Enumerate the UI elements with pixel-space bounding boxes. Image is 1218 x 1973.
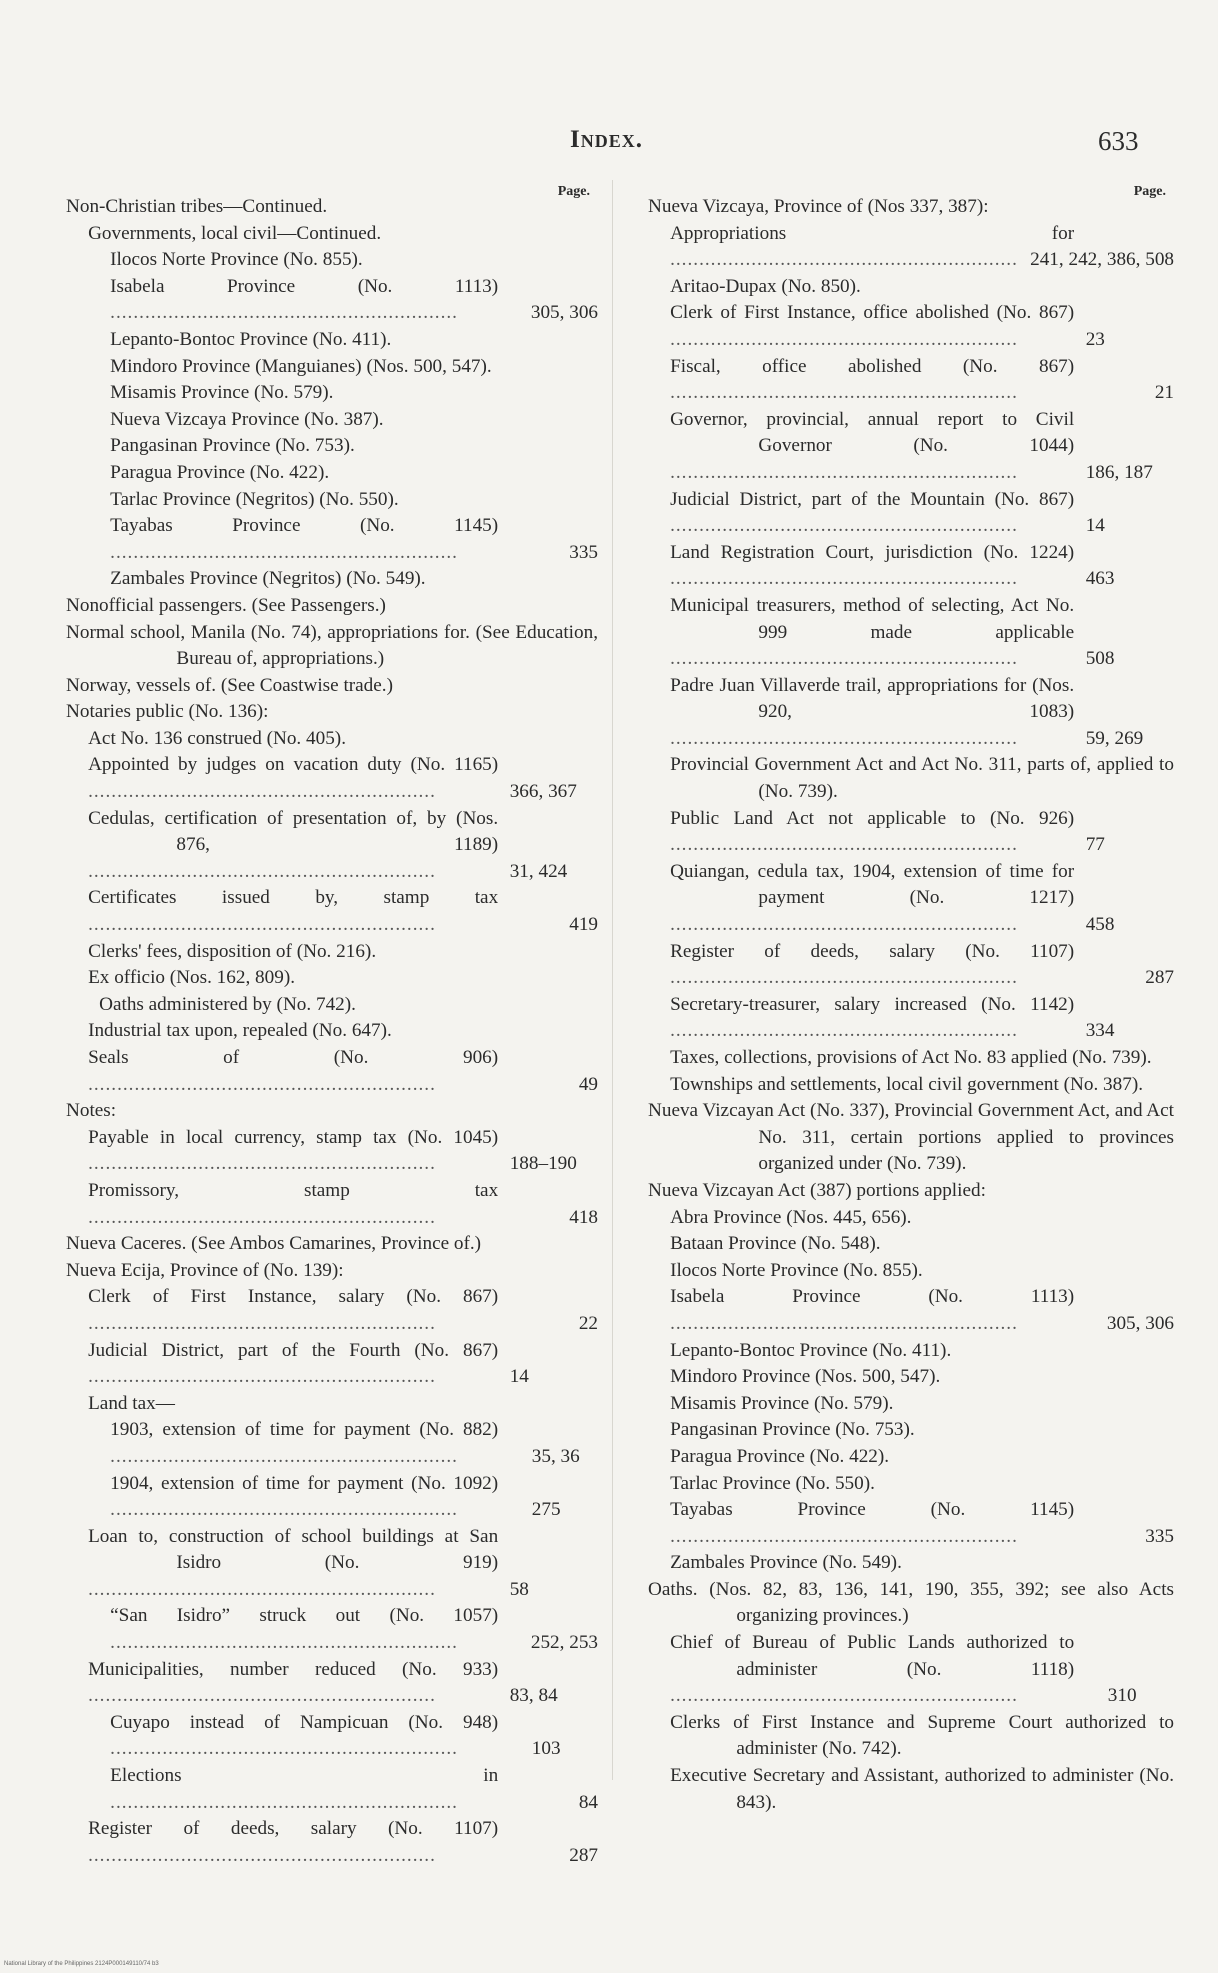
index-entry xyxy=(66,327,598,354)
page-column-label: Page. xyxy=(557,184,590,199)
index-entry-pages: 58 xyxy=(593,1577,598,1604)
index-entry-text: Non-Christian tribes—Continued. xyxy=(66,196,328,217)
dot-leader: ............................................................ xyxy=(670,1020,1018,1042)
index-entry xyxy=(66,1338,598,1391)
index-entry-text: Abra Province (Nos. 445, 656). xyxy=(670,1206,912,1228)
index-entry-pages: 22 xyxy=(574,1311,598,1338)
index-entry xyxy=(648,939,1174,992)
index-entry-text: Nueva Caceres. (See Ambos Camarines, Province of.) xyxy=(66,1233,482,1255)
index-entry-text: Notaries public (No. 136): xyxy=(66,701,269,723)
index-entry-pages: 188–190 xyxy=(593,1151,598,1178)
index-entry-text: Clerks of First Instance and Supreme Court authorized to administer (No. 742). xyxy=(670,1711,1174,1760)
index-entry xyxy=(66,1391,598,1418)
page-header xyxy=(0,118,1218,158)
index-entry-text: Appointed by judges on vacation duty (No. 1165) xyxy=(88,754,499,776)
dot-leader: ............................................................ xyxy=(670,461,1018,483)
index-entry xyxy=(648,593,1174,673)
index-entry xyxy=(66,1284,598,1337)
index-entry-text: Notes: xyxy=(66,1100,117,1122)
index-entry-text: Industrial tax upon, repealed (No. 647). xyxy=(88,1020,392,1042)
index-entry-text: Public Land Act not applicable to (No. 926) xyxy=(670,807,1075,829)
index-entry-text: Paragua Province (No. 422). xyxy=(670,1445,890,1467)
index-entry-text: Seals of (No. 906) xyxy=(88,1047,499,1068)
dot-leader: ............................................................ xyxy=(670,1312,1018,1334)
index-entry xyxy=(66,513,598,566)
index-entry xyxy=(66,1417,598,1470)
index-entry xyxy=(66,460,598,487)
index-entry-text: Zambales Province (Negritos) (No. 549). xyxy=(110,568,426,590)
index-entry xyxy=(66,885,598,938)
index-entry-pages: 186, 187 xyxy=(1169,460,1174,487)
index-entry xyxy=(648,1550,1174,1577)
dot-leader: ............................................................ xyxy=(88,1073,436,1095)
index-entry-text: 1904, extension of time for payment (No. 1092) xyxy=(110,1472,499,1494)
index-entry xyxy=(66,593,598,620)
index-entry-text: Ilocos Norte Province (No. 855). xyxy=(670,1259,923,1281)
index-entry xyxy=(66,1098,598,1125)
index-entry-pages: 310 xyxy=(1169,1683,1174,1710)
index-entry xyxy=(66,673,598,700)
index-entry-text: Municipalities, number reduced (No. 933) xyxy=(88,1658,499,1680)
index-entries-left xyxy=(66,194,598,1869)
index-entry xyxy=(648,1205,1174,1232)
index-entry xyxy=(66,1603,598,1656)
index-entry xyxy=(66,992,598,1019)
dot-leader: ............................................................ xyxy=(110,1632,458,1654)
index-entry-text: Chief of Bureau of Public Lands authorized to administer (No. 1118) xyxy=(670,1632,1075,1680)
index-entry xyxy=(648,673,1174,753)
index-entry-pages: 463 xyxy=(1169,566,1174,593)
index-entry xyxy=(648,1338,1174,1365)
index-entry-text: Nonofficial passengers. (See Passengers.) xyxy=(66,594,386,616)
index-entry xyxy=(66,1178,598,1231)
index-entry-text: Lepanto-Bontoc Province (No. 411). xyxy=(110,328,392,350)
dot-leader: ............................................................ xyxy=(670,1525,1018,1547)
dot-leader: ............................................................ xyxy=(88,1366,436,1388)
index-entry-text: Certificates issued by, stamp tax xyxy=(88,887,499,909)
index-entry-pages: 287 xyxy=(564,1843,598,1870)
index-entry-pages: 508 xyxy=(1169,646,1174,673)
index-entry-pages: 419 xyxy=(564,912,598,939)
index-entry-text: Land Registration Court, jurisdiction (No. 1224) xyxy=(670,541,1075,563)
index-entry xyxy=(66,620,598,673)
index-entry xyxy=(648,1710,1174,1763)
index-entry-text: Zambales Province (No. 549). xyxy=(670,1552,902,1574)
index-entry-pages: 458 xyxy=(1169,912,1174,939)
index-entry-pages: 252, 253 xyxy=(570,1630,598,1657)
dot-leader: ............................................................ xyxy=(670,515,1018,537)
index-entry-text: Loan to, construction of school buildings at San Isidro (No. 919) xyxy=(88,1525,499,1574)
index-entry-text: Judicial District, part of the Mountain (No. 867) xyxy=(670,488,1075,510)
index-entry xyxy=(66,1524,598,1604)
dot-leader: ............................................................ xyxy=(670,382,1018,404)
index-entry xyxy=(66,965,598,992)
dot-leader: ............................................................ xyxy=(88,1153,436,1175)
index-column-right xyxy=(648,182,1174,1816)
index-entry xyxy=(66,354,598,381)
index-entry xyxy=(648,1072,1174,1099)
index-entry xyxy=(648,1444,1174,1471)
index-entry-pages: 275 xyxy=(593,1497,598,1524)
index-entry-text: Tayabas Province (No. 1145) xyxy=(110,515,499,537)
page-number: 633 xyxy=(1098,126,1139,156)
index-entry-pages: 334 xyxy=(1169,1018,1174,1045)
index-entry-pages: 103 xyxy=(593,1736,598,1763)
index-entry-text: Land tax— xyxy=(88,1392,175,1414)
dot-leader: ............................................................ xyxy=(670,328,1018,350)
index-entry-pages: 335 xyxy=(1140,1524,1174,1551)
running-title: Index. xyxy=(570,126,643,153)
index-entry xyxy=(648,752,1174,805)
index-entry-text: Aritao-Dupax (No. 850). xyxy=(670,275,861,297)
index-entry-text: Pangasinan Province (No. 753). xyxy=(110,435,355,457)
index-entry-pages: 77 xyxy=(1169,832,1174,859)
index-entry xyxy=(648,221,1174,274)
index-entry xyxy=(648,1577,1174,1630)
index-entry xyxy=(66,1471,598,1524)
index-entry-pages: 14 xyxy=(1169,513,1174,540)
index-entry-pages: 418 xyxy=(564,1205,598,1232)
index-entry-pages: 35, 36 xyxy=(593,1444,598,1471)
index-entry-text: Townships and settlements, local civil government (No. 387). xyxy=(670,1073,1144,1095)
index-entry xyxy=(648,487,1174,540)
index-entry-text: Lepanto-Bontoc Province (No. 411). xyxy=(670,1339,952,1361)
dot-leader: ............................................................ xyxy=(110,1791,458,1813)
index-entry-text: Tayabas Province (No. 1145) xyxy=(670,1499,1075,1521)
index-entry-text: Register of deeds, salary (No. 1107) xyxy=(670,940,1075,962)
index-entry-text: Secretary-treasurer, salary increased (No. 1142) xyxy=(670,993,1075,1015)
index-entry-text: Register of deeds, salary (No. 1107) xyxy=(88,1818,499,1840)
index-entry xyxy=(648,1391,1174,1418)
dot-leader: ............................................................ xyxy=(670,1685,1018,1707)
index-entry-text: Oaths. (Nos. 82, 83, 136, 141, 190, 355, 392; see also Acts organizing provinces.) xyxy=(648,1578,1174,1627)
index-entry-text: Mindoro Province (Manguianes) (Nos. 500, 547). xyxy=(110,355,492,377)
index-entry-text: 1903, extension of time for payment (No. 882) xyxy=(110,1419,499,1441)
dot-leader: ............................................................ xyxy=(88,1312,436,1334)
index-entry xyxy=(66,566,598,593)
index-entry-text: Clerk of First Instance, office abolished (No. 867) xyxy=(670,302,1075,324)
index-entry-text: Isabela Province (No. 1113) xyxy=(110,275,499,297)
index-entry-pages: 49 xyxy=(574,1072,598,1099)
index-entry-text: Executive Secretary and Assistant, authorized to administer (No. 843). xyxy=(670,1765,1174,1813)
page-column-label: Page. xyxy=(1133,184,1166,199)
dot-leader: ............................................................ xyxy=(88,914,436,936)
index-entry xyxy=(648,1178,1174,1205)
dot-leader: ............................................................ xyxy=(110,541,458,563)
index-entry xyxy=(66,1258,598,1285)
index-entry xyxy=(648,194,1174,221)
index-entry-text: Provincial Government Act and Act No. 311, parts of, applied to (No. 739). xyxy=(670,754,1174,803)
index-entry-text: Fiscal, office abolished (No. 867) xyxy=(670,355,1075,377)
index-entry-text: Cuyapo instead of Nampicuan (No. 948) xyxy=(110,1711,499,1733)
index-entry-pages: 14 xyxy=(593,1364,598,1391)
index-entry-pages: 23 xyxy=(1169,327,1174,354)
index-entry-text: Nueva Vizcaya, Province of (Nos 337, 387): xyxy=(648,196,989,217)
index-entry xyxy=(66,274,598,327)
dot-leader: ............................................................ xyxy=(670,568,1018,590)
index-entry xyxy=(648,1045,1174,1072)
index-entry-text: Misamis Province (No. 579). xyxy=(110,382,334,404)
index-entry-text: Promissory, stamp tax xyxy=(88,1179,499,1201)
index-entry-pages: 59, 269 xyxy=(1169,726,1174,753)
index-entry-text: Nueva Vizcaya Province (No. 387). xyxy=(110,408,384,430)
index-entry-pages: 305, 306 xyxy=(526,300,598,327)
index-entry xyxy=(66,247,598,274)
index-entry xyxy=(66,1710,598,1763)
dot-leader: ............................................................ xyxy=(88,1685,436,1707)
index-entry-text: Nueva Ecija, Province of (No. 139): xyxy=(66,1259,344,1281)
dot-leader: ............................................................ xyxy=(670,914,1018,936)
index-entry xyxy=(648,540,1174,593)
index-entry xyxy=(648,1763,1174,1816)
index-entry xyxy=(66,433,598,460)
index-entry xyxy=(66,487,598,514)
index-entry-text: Isabela Province (No. 1113) xyxy=(670,1286,1075,1308)
index-entry xyxy=(66,194,598,221)
index-entry xyxy=(648,1497,1174,1550)
index-entry-text: Clerks' fees, disposition of (No. 216). xyxy=(88,940,377,962)
index-entry-text: Payable in local currency, stamp tax (No. 1045) xyxy=(88,1126,499,1148)
index-entry xyxy=(648,1471,1174,1498)
index-entry xyxy=(66,699,598,726)
index-entry-text: Governor, provincial, annual report to Civil Governor (No. 1044) xyxy=(670,408,1075,457)
index-entry-text: Judicial District, part of the Fourth (No. 867) xyxy=(88,1339,499,1361)
dot-leader: ............................................................ xyxy=(88,1844,436,1866)
index-entry-pages: 335 xyxy=(564,540,598,567)
scan-credit: National Library of the Philippines 2124P000149110/74 b3 xyxy=(4,1961,159,1967)
index-entry xyxy=(648,1231,1174,1258)
index-entry-pages: 83, 84 xyxy=(593,1683,598,1710)
index-entry xyxy=(66,1763,598,1816)
dot-leader: ............................................................ xyxy=(670,834,1018,856)
index-entry-text: Municipal treasurers, method of selecting, Act No. 999 made applicable xyxy=(670,594,1075,643)
index-entry xyxy=(66,806,598,886)
index-entry-pages: 366, 367 xyxy=(593,779,598,806)
index-entry xyxy=(648,992,1174,1045)
index-entry-text: Cedulas, certification of presentation of, by (Nos. 876, 1189) xyxy=(88,807,499,856)
index-entries-right xyxy=(648,194,1174,1816)
index-entry xyxy=(648,1284,1174,1337)
index-entry-pages: 84 xyxy=(574,1790,598,1817)
index-entry-text: Act No. 136 construed (No. 405). xyxy=(88,727,346,749)
dot-leader: ............................................................ xyxy=(110,1445,458,1467)
index-entry xyxy=(648,806,1174,859)
index-entry-pages: 305, 306 xyxy=(1102,1311,1174,1338)
index-entry xyxy=(66,1657,598,1710)
index-entry xyxy=(66,407,598,434)
dot-leader: ............................................................ xyxy=(110,1738,458,1760)
index-entry xyxy=(648,1630,1174,1710)
index-entry xyxy=(66,221,598,248)
index-entry xyxy=(648,1364,1174,1391)
dot-leader: ............................................................ xyxy=(88,1578,436,1600)
index-entry xyxy=(648,1258,1174,1285)
index-entry-text: Pangasinan Province (No. 753). xyxy=(670,1419,915,1441)
index-entry-pages: 21 xyxy=(1150,380,1174,407)
index-entry xyxy=(648,274,1174,301)
index-entry-text: Governments, local civil—Continued. xyxy=(88,222,382,244)
index-entry xyxy=(66,1231,598,1258)
index-entry-pages: 31, 424 xyxy=(593,859,598,886)
index-entry xyxy=(66,752,598,805)
dot-leader: ............................................................ xyxy=(670,249,1018,271)
column-divider xyxy=(612,180,613,1780)
index-entry xyxy=(648,859,1174,939)
dot-leader: ............................................................ xyxy=(88,1206,436,1228)
dot-leader: ............................................................ xyxy=(88,860,436,882)
index-entry-text: Tarlac Province (No. 550). xyxy=(670,1472,875,1494)
index-entry-text: Elections in xyxy=(110,1765,499,1787)
dot-leader: ............................................................ xyxy=(670,648,1018,670)
index-column-left xyxy=(66,182,598,1869)
index-entry-text: Mindoro Province (Nos. 500, 547). xyxy=(670,1366,941,1388)
index-entry-text: Normal school, Manila (No. 74), appropriations for. (See Education, Bureau of, appropriations.) xyxy=(66,621,598,670)
index-entry xyxy=(66,1816,598,1869)
index-entry xyxy=(648,1098,1174,1178)
index-entry xyxy=(648,407,1174,487)
index-entry-text: Paragua Province (No. 422). xyxy=(110,461,330,483)
index-entry-text: Norway, vessels of. (See Coastwise trade.) xyxy=(66,674,393,696)
index-entry-text: Ilocos Norte Province (No. 855). xyxy=(110,249,363,271)
index-entry-pages: 287 xyxy=(1140,965,1174,992)
index-entry-text: Nueva Vizcayan Act (No. 337), Provincial Government Act, and Act No. 311, certain portions applied to provinces organized under (No. 739). xyxy=(648,1100,1175,1175)
index-entry-text: Oaths administered by (No. 742). xyxy=(99,993,356,1015)
index-entry xyxy=(66,1018,598,1045)
dot-leader: ............................................................ xyxy=(88,781,436,803)
dot-leader: ............................................................ xyxy=(110,1499,458,1521)
dot-leader: ............................................................ xyxy=(670,727,1018,749)
index-entry-pages: 241, 242, 386, 508 xyxy=(1025,247,1174,274)
index-entry-text: Ex officio (Nos. 162, 809). xyxy=(88,967,296,989)
index-entry-text: Appropriations for xyxy=(670,222,1075,244)
index-entry-text: Misamis Province (No. 579). xyxy=(670,1392,894,1414)
index-entry-text: Quiangan, cedula tax, 1904, extension of time for payment (No. 1217) xyxy=(670,860,1075,909)
index-entry xyxy=(66,380,598,407)
index-entry xyxy=(648,300,1174,353)
index-entry xyxy=(648,354,1174,407)
index-entry xyxy=(66,726,598,753)
index-entry-text: Tarlac Province (Negritos) (No. 550). xyxy=(110,488,399,510)
index-entry-text: Taxes, collections, provisions of Act No. 83 applied (No. 739). xyxy=(670,1047,1152,1068)
index-entry-text: Padre Juan Villaverde trail, appropriations for (Nos. 920, 1083) xyxy=(670,674,1075,723)
dot-leader: ............................................................ xyxy=(670,967,1018,989)
index-entry xyxy=(66,1045,598,1098)
index-entry xyxy=(648,1417,1174,1444)
index-entry-text: Nueva Vizcayan Act (387) portions applied: xyxy=(648,1179,986,1201)
index-entry xyxy=(66,939,598,966)
index-entry-text: Clerk of First Instance, salary (No. 867) xyxy=(88,1286,499,1308)
index-entry-text: “San Isidro” struck out (No. 1057) xyxy=(110,1605,499,1627)
index-entry-text: Bataan Province (No. 548). xyxy=(670,1233,881,1255)
index-entry xyxy=(66,1125,598,1178)
dot-leader: ............................................................ xyxy=(110,302,458,324)
